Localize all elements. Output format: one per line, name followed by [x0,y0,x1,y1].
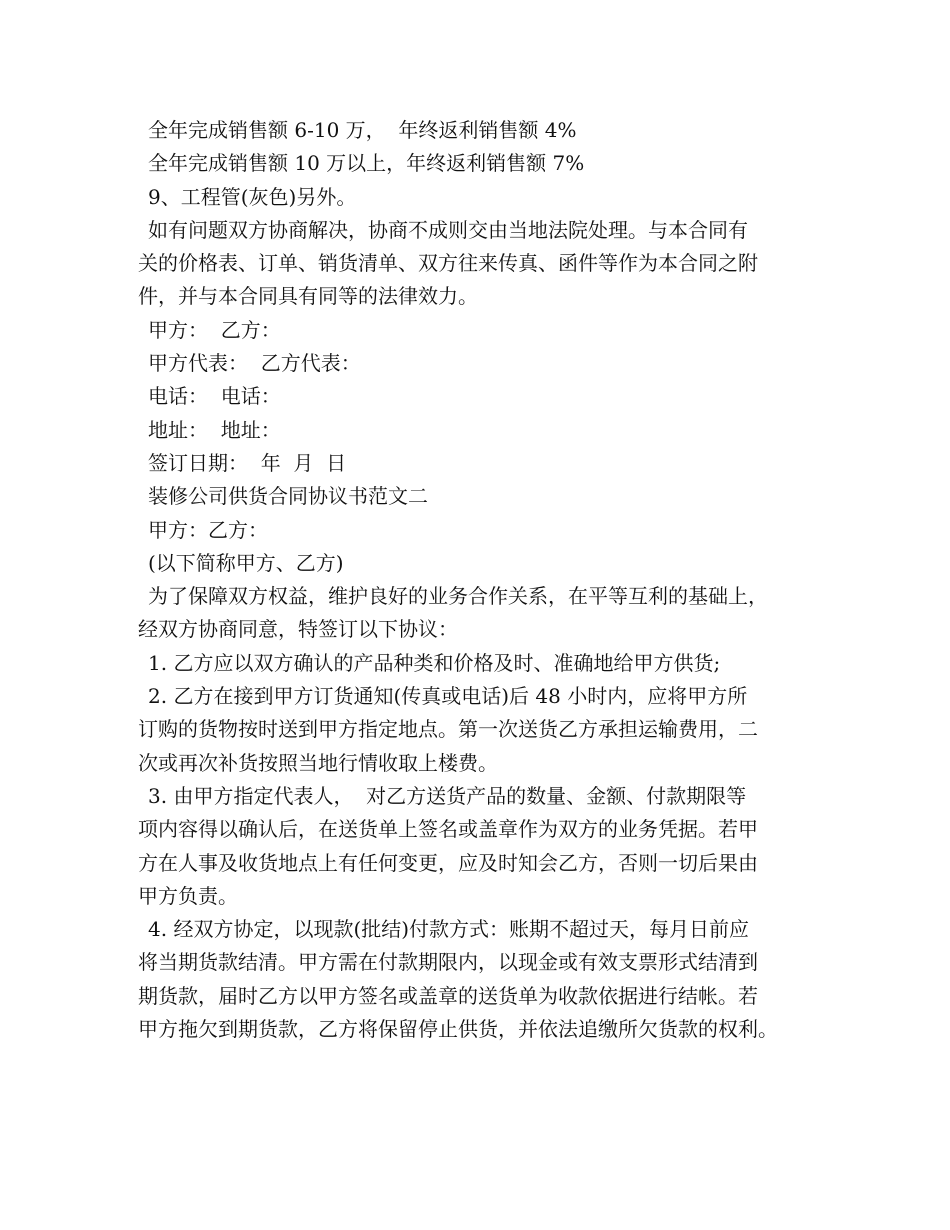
document-line: 3. 由甲方指定代表人， 对乙方送货产品的数量、金额、付款期限等 [148,783,747,808]
document-line: 装修公司供货合同协议书范文二 [148,484,428,509]
document-line: 4. 经双方协定，以现款(批结)付款方式：账期不超过天，每月日前应 [148,917,750,942]
document-line: 件，并与本合同具有同等的法律效力。 [138,284,478,309]
document-line: 项内容得以确认后，在送货单上签名或盖章作为双方的业务凭据。若甲 [138,817,758,842]
document-line: 甲方： 乙方： [148,317,281,342]
document-line: 关的价格表、订单、销货清单、双方往来传真、函件等作为本合同之附 [138,251,758,276]
document-line: (以下简称甲方、乙方) [148,550,344,575]
document-line: 1. 乙方应以双方确认的产品种类和价格及时、准确地给甲方供货; [148,650,721,675]
document-line: 将当期货款结清。甲方需在付款期限内，以现金或有效支票形式结清到 [138,950,758,975]
document-line: 2. 乙方在接到甲方订货通知(传真或电话)后 48 小时内，应将甲方所 [148,684,748,709]
document-body [138,114,838,1046]
document-line: 甲方：乙方： [148,517,268,542]
document-line: 签订日期： 年 月 日 [148,450,347,475]
document-line: 地址： 地址： [148,417,281,442]
document-line: 方在人事及收货地点上有任何变更，应及时知会乙方，否则一切后果由 [138,850,758,875]
document-line: 全年完成销售额 10 万以上，年终返利销售额 7% [148,151,585,176]
document-line: 电话： 电话： [148,384,281,409]
document-line: 甲方拖欠到期货款，乙方将保留停止供货，并依法追缴所欠货款的权利。 [138,1017,778,1042]
document-line: 为了保障双方权益，维护良好的业务合作关系，在平等互利的基础上， [148,584,768,609]
document-line: 订购的货物按时送到甲方指定地点。第一次送货乙方承担运输费用，二 [138,717,758,742]
document-line: 甲方代表： 乙方代表： [148,351,361,376]
document-line: 全年完成销售额 6-10 万， 年终返利销售额 4% [148,118,577,142]
document-line: 期货款，届时乙方以甲方签名或盖章的送货单为收款依据进行结帐。若 [138,983,758,1008]
document-line: 经双方协商同意，特签订以下协议： [138,617,458,642]
document-line: 如有问题双方协商解决，协商不成则交由当地法院处理。与本合同有 [148,217,748,242]
document-line: 甲方负责。 [138,883,238,908]
document-line: 次或再次补货按照当地行情收取上楼费。 [138,750,498,775]
document-line: 9、工程管(灰色)另外。 [148,184,357,209]
